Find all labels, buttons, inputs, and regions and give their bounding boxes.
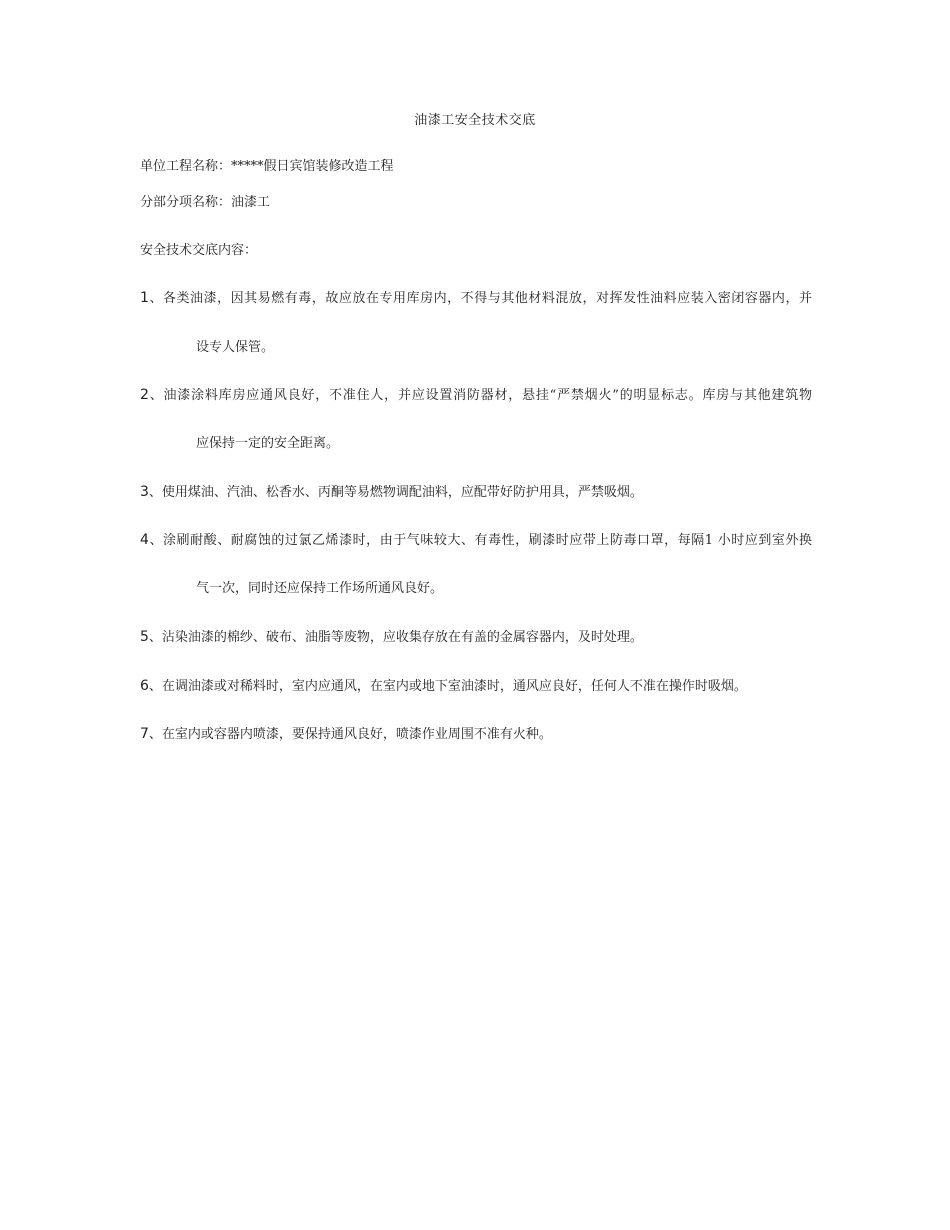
unit-project-value: *****假日宾馆装修改造工程 [231, 159, 394, 174]
list-item [140, 628, 643, 647]
item-number: 7 [140, 726, 149, 742]
document-title: 油漆工安全技术交底 [414, 113, 536, 128]
item-text: 、在室内或容器内喷漆，要保持通风良好，喷漆作业周围不准有火种。 [148, 727, 552, 742]
item-number: 3 [140, 484, 149, 500]
item-number: 6 [140, 678, 149, 694]
item-number: 4 [140, 532, 149, 548]
item-number: 1 [140, 290, 149, 306]
item-text: 、各类油漆，因其易燃有毒，故应放在专用库房内，不得与其他材料混放，对挥发性油料应装入密闭容器内，并 [148, 291, 812, 306]
item-text: 、涂刷耐酸、耐腐蚀的过氯乙烯漆时，由于气味较大、有毒性，刷漆时应带上防毒口罩，每隔1 小时应到室外换 [148, 533, 812, 548]
item-continuation: 应保持一定的安全距离。 [196, 436, 340, 451]
item-number: 5 [140, 629, 149, 645]
list-item [140, 725, 552, 744]
sub-item-value: 油漆工 [231, 195, 271, 210]
item-text: 、油漆涂料库房应通风良好，不准住人，并应设置消防器材，悬挂“严禁烟火”的明显标志。库房与其他建筑物 [148, 388, 812, 403]
item-number: 2 [140, 387, 149, 403]
list-item [140, 289, 812, 308]
item-text: 、使用煤油、汽油、松香水、丙酮等易燃物调配油料，应配带好防护用具，严禁吸烟。 [148, 485, 643, 500]
item-text: 、在调油漆或对稀料时，室内应通风，在室内或地下室油漆时，通风应良好，任何人不准在操作时吸烟。 [148, 679, 747, 694]
unit-project-label: 单位工程名称： [140, 159, 232, 174]
list-item [140, 677, 747, 696]
item-text: 、沾染油漆的棉纱、破布、油脂等废物，应收集存放在有盖的金属容器内，及时处理。 [148, 630, 643, 645]
sub-item-line [140, 194, 270, 212]
list-item [140, 483, 643, 502]
sub-item-label: 分部分项名称： [140, 195, 232, 210]
list-item [140, 386, 812, 405]
item-continuation: 气一次，同时还应保持工作场所通风良好。 [196, 581, 444, 596]
unit-project-line [140, 158, 394, 176]
item-continuation: 设专人保管。 [196, 340, 275, 355]
list-item [140, 531, 812, 550]
content-label: 安全技术交底内容： [140, 243, 258, 258]
